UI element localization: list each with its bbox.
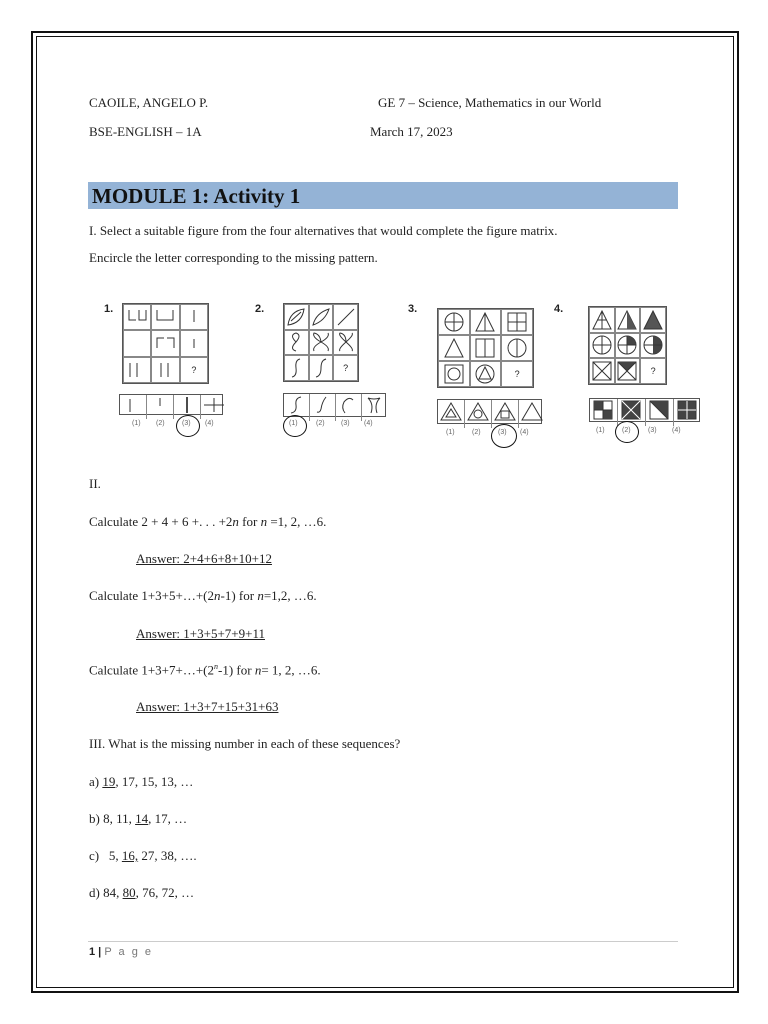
puzzle-4-matrix [588,306,667,385]
option-label: (2) [316,420,325,427]
option-label: (1) [446,429,455,436]
option-1[interactable] [438,400,465,428]
matrix-cell [284,355,309,381]
matrix-cell [501,335,533,361]
matrix-cell [589,358,615,384]
matrix-cell [615,307,641,333]
puzzle-2-matrix [283,303,359,382]
puzzle-2-options [283,393,386,417]
puzzle-3-number: 3. [408,303,418,315]
part2-label: II. [89,476,101,491]
matrix-cell [309,355,334,381]
matrix-missing-cell: ? [333,355,358,381]
matrix-cell [438,361,470,387]
student-section: BSE-ENGLISH – 1A [89,124,202,139]
matrix-cell [309,330,334,356]
answer-circle-4 [615,421,639,443]
option-1[interactable] [120,395,147,419]
matrix-cell [151,304,179,330]
matrix-missing-cell: ? [640,358,666,384]
part2-answer-1: Answer: 2+4+6+8+10+12 [136,551,272,566]
matrix-missing-cell: ? [180,357,208,383]
matrix-cell [180,304,208,330]
matrix-cell [640,307,666,333]
matrix-cell [333,330,358,356]
page-number: 1 [89,946,96,958]
answer-circle-2 [283,415,307,437]
matrix-cell [615,333,641,359]
module-heading-bar [88,182,678,209]
student-name: CAOILE, ANGELO P. [89,95,209,110]
page-word: P a g e [104,946,153,958]
option-label: (4) [205,420,214,427]
matrix-cell [151,330,179,356]
sequence-b: b) 8, 11, 14, 17, … [89,811,188,826]
option-label: (1) [596,427,605,434]
matrix-cell [589,333,615,359]
option-label: (4) [520,429,529,436]
matrix-cell [589,307,615,333]
matrix-cell [501,309,533,335]
puzzle-4-number: 4. [554,303,564,315]
option-label: (3) [341,420,350,427]
option-2[interactable] [310,394,336,421]
option-label: (3) [498,429,507,436]
page-footer [89,946,153,958]
puzzle-2-number: 2. [255,303,265,315]
option-label: (4) [364,420,373,427]
option-2[interactable] [465,400,492,428]
option-3[interactable] [336,394,362,421]
option-label: (1) [289,420,298,427]
footer-divider [88,941,678,942]
course-title: GE 7 – Science, Mathematics in our World [378,95,602,110]
option-label: (2) [472,429,481,436]
option-4[interactable] [674,399,701,426]
answer-circle-1 [176,415,200,437]
matrix-cell [438,309,470,335]
answer-circle-3 [491,424,517,448]
part2-question-1: Calculate 2 + 4 + 6 +. . . +2n for n =1, 2, …6. [89,514,327,529]
matrix-cell [284,330,309,356]
matrix-cell [470,309,502,335]
part2-answer-3: Answer: 1+3+7+15+31+63 [136,699,279,714]
footer-separator: | [95,946,105,958]
matrix-cell [438,335,470,361]
sequence-d: d) 84, 80, 76, 72, … [89,885,195,900]
option-1[interactable] [590,399,618,426]
part3-question: III. What is the missing number in each of these sequences? [89,736,401,751]
part2-answer-2: Answer: 1+3+5+7+9+11 [136,626,265,641]
part2-question-3: Calculate $1+3+7+\dots+(2^n-1)$ for n= 1, 2, …6. [89,662,321,678]
option-2[interactable] [147,395,174,419]
matrix-cell [333,304,358,330]
document-date: March 17, 2023 [370,124,453,139]
option-4[interactable] [201,395,227,419]
option-3[interactable] [646,399,674,426]
sequence-a: a) 19, 17, 15, 13, … [89,774,194,789]
part1-instruction-line1: I. Select a suitable figure from the four alternatives that would complete the figure matrix. [89,223,558,238]
option-4[interactable] [519,400,545,428]
matrix-cell [470,361,502,387]
matrix-cell [640,333,666,359]
matrix-cell [615,358,641,384]
puzzle-1-number: 1. [104,303,114,315]
option-label: (2) [622,427,631,434]
matrix-cell [470,335,502,361]
matrix-cell [123,304,151,330]
module-title: MODULE 1: Activity 1 [92,184,301,208]
puzzle-4-options [589,398,700,422]
page-border-inner [36,36,734,988]
puzzle-1-options [119,394,223,415]
option-label: (4) [672,427,681,434]
option-label: (3) [648,427,657,434]
matrix-cell [151,357,179,383]
option-label: (2) [156,420,165,427]
sequence-c: c) 5, 16, 27, 38, …. [89,848,197,863]
matrix-cell [123,357,151,383]
puzzle-3-matrix [437,308,534,388]
matrix-cell [123,330,151,356]
matrix-cell [284,304,309,330]
option-4[interactable] [362,394,387,421]
option-label: (1) [132,420,141,427]
matrix-cell [180,330,208,356]
part2-question-2: Calculate 1+3+5+…+(2n-1) for n=1,2, …6. [89,588,317,603]
matrix-cell [309,304,334,330]
puzzle-3-options [437,399,542,424]
part1-instruction-line2: Encircle the letter corresponding to the missing pattern. [89,250,378,265]
matrix-missing-cell: ? [501,361,533,387]
puzzle-1-matrix [122,303,209,384]
option-label: (3) [182,420,191,427]
